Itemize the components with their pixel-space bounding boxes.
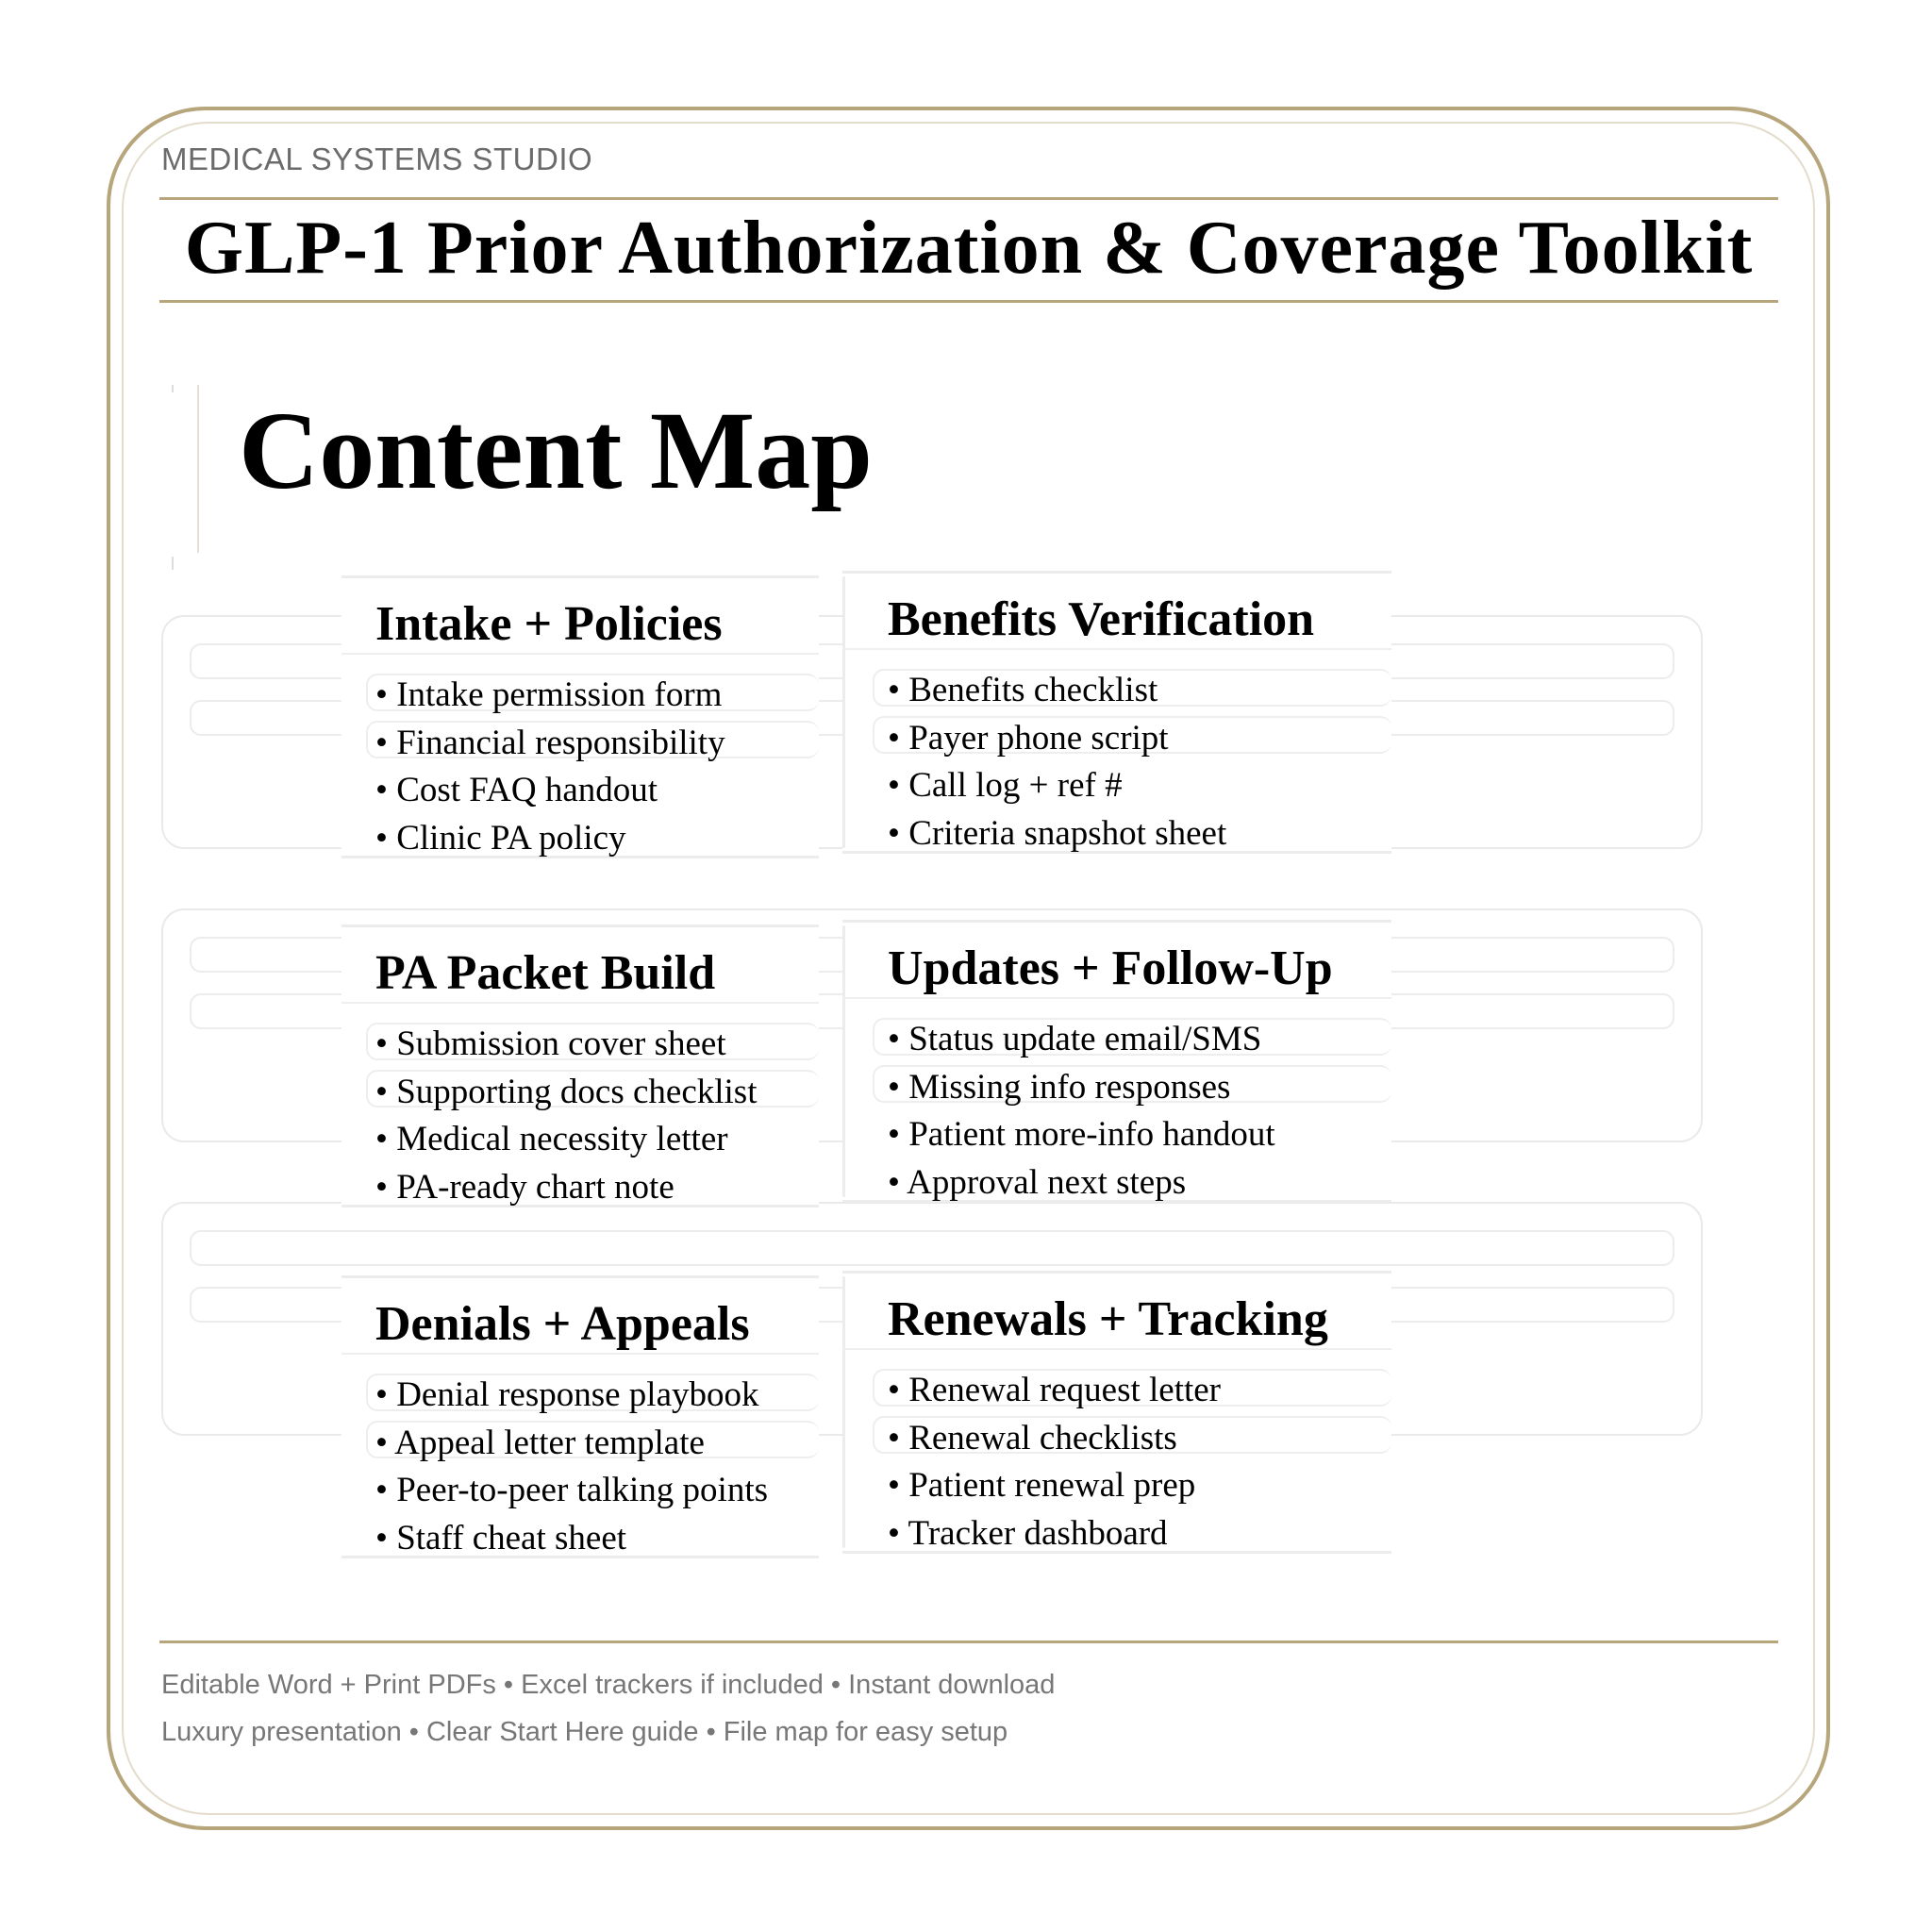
content-card-benefits-verification: [842, 571, 1391, 854]
list-item: • Intake permission form: [375, 675, 723, 714]
card-title: Updates + Follow-Up: [888, 941, 1333, 995]
list-item: • Tracker dashboard: [888, 1513, 1168, 1553]
card-title: Intake + Policies: [375, 597, 723, 651]
list-item: • PA-ready chart note: [375, 1167, 675, 1207]
card-item-list: [888, 667, 1226, 858]
card-title: Denials + Appeals: [375, 1297, 750, 1351]
card-item-list: [375, 1372, 768, 1562]
document-title: GLP-1 Prior Authorization & Coverage Toolkit: [184, 207, 1754, 290]
card-title: PA Packet Build: [375, 946, 716, 1000]
list-item: • Renewal checklists: [888, 1418, 1177, 1457]
list-item: • Criteria snapshot sheet: [888, 813, 1227, 853]
list-item: • Call log + ref #: [888, 766, 1123, 805]
list-item: • Cost FAQ handout: [375, 771, 658, 809]
accent-tick: [172, 385, 174, 392]
list-item: • Patient more-info handout: [888, 1115, 1275, 1154]
content-card-renewals-tracking: [842, 1271, 1391, 1554]
list-item: • Supporting docs checklist: [375, 1072, 758, 1111]
list-item: • Medical necessity letter: [375, 1120, 728, 1158]
content-card-denials-appeals: [341, 1275, 819, 1558]
card-item-list: [375, 1021, 758, 1211]
content-card-intake-policies: [341, 575, 819, 858]
section-title: Content Map: [239, 389, 873, 512]
list-item: • Clinic PA policy: [375, 818, 626, 858]
list-item: • Approval next steps: [888, 1162, 1187, 1202]
card-item-list: [888, 1016, 1275, 1207]
list-item: • Financial responsibility: [375, 723, 725, 762]
list-item: • Appeal letter template: [375, 1423, 705, 1462]
header-rule-top: [159, 197, 1778, 200]
list-item: • Staff cheat sheet: [375, 1518, 627, 1557]
list-item: • Status update email/SMS: [888, 1020, 1262, 1058]
content-card-updates-follow-up: [842, 920, 1391, 1203]
accent-tick: [172, 557, 174, 570]
list-item: • Denial response playbook: [375, 1375, 759, 1414]
list-item: • Patient renewal prep: [888, 1466, 1196, 1505]
list-item: • Peer-to-peer talking points: [375, 1471, 769, 1509]
card-item-list: [888, 1367, 1221, 1557]
card-title: Benefits Verification: [888, 592, 1315, 646]
list-item: • Submission cover sheet: [375, 1024, 726, 1063]
header-rule-bottom: [159, 300, 1778, 303]
content-card-pa-packet-build: [341, 924, 819, 1208]
footer-rule: [159, 1641, 1778, 1643]
card-title: Renewals + Tracking: [888, 1292, 1328, 1346]
section-accent-bar: [197, 385, 199, 553]
list-item: • Benefits checklist: [888, 671, 1158, 709]
list-item: • Payer phone script: [888, 718, 1169, 758]
footer-line-2: Luxury presentation • Clear Start Here guide • File map for easy setup: [161, 1717, 1008, 1747]
list-item: • Renewal request letter: [888, 1371, 1221, 1409]
list-item: • Missing info responses: [888, 1067, 1231, 1107]
footer-line-1: Editable Word + Print PDFs • Excel trackers if included • Instant download: [161, 1670, 1056, 1700]
brand-name: MEDICAL SYSTEMS STUDIO: [161, 142, 593, 176]
card-item-list: [375, 672, 725, 862]
background-placeholder-bar: [190, 1230, 1674, 1266]
